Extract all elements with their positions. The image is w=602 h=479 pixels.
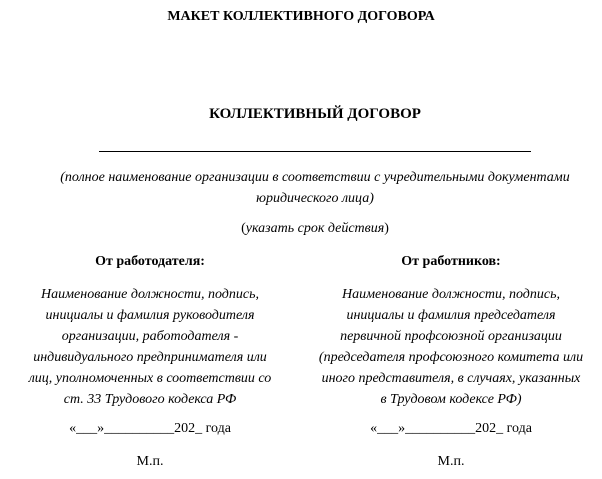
employer-stamp-place: М.п. [136, 454, 164, 469]
employees-signature-description [300, 284, 602, 410]
organization-name-caption: (полное наименование организации в соответствии с учредительными документами юридического лица) [60, 170, 570, 206]
employer-line: организации, работодателя - [61, 329, 239, 344]
employer-line: ст. 33 Трудового кодекса РФ [63, 392, 237, 407]
term-close-paren: ) [384, 221, 389, 236]
document-title: КОЛЛЕКТИВНЫЙ ДОГОВОР [209, 106, 421, 122]
employees-heading: От работников: [401, 254, 501, 269]
document-header: МАКЕТ КОЛЛЕКТИВНОГО ДОГОВОРА [167, 9, 435, 24]
validity-term-note [0, 219, 602, 239]
organization-name-blank-line [99, 151, 531, 152]
employees-line: первичной профсоюзной организации [340, 329, 562, 344]
employees-line: Наименование должности, подпись, [342, 287, 560, 302]
employer-line: лиц, уполномоченных в соответствии со [28, 371, 272, 386]
employees-line: инициалы и фамилия председателя [346, 308, 556, 323]
employer-line: инициалы и фамилия руководителя [45, 308, 255, 323]
employees-date-line: «___»__________202_ года [370, 421, 532, 436]
employees-line: в Трудовом кодексе РФ) [380, 392, 522, 407]
employer-line: индивидуального предпринимателя или [33, 350, 267, 365]
term-text: указать срок действия [245, 221, 385, 236]
term-open-paren: ( [241, 221, 246, 236]
employees-stamp-place: М.п. [437, 454, 465, 469]
employer-date-line: «___»__________202_ года [69, 421, 231, 436]
employer-line: Наименование должности, подпись, [41, 287, 259, 302]
employees-line: (председателя профсоюзного комитета или [318, 350, 584, 365]
employer-heading: От работодателя: [95, 254, 205, 269]
employer-signature-description [0, 284, 300, 410]
employees-line: иного представителя, в случаях, указанных [321, 371, 581, 386]
